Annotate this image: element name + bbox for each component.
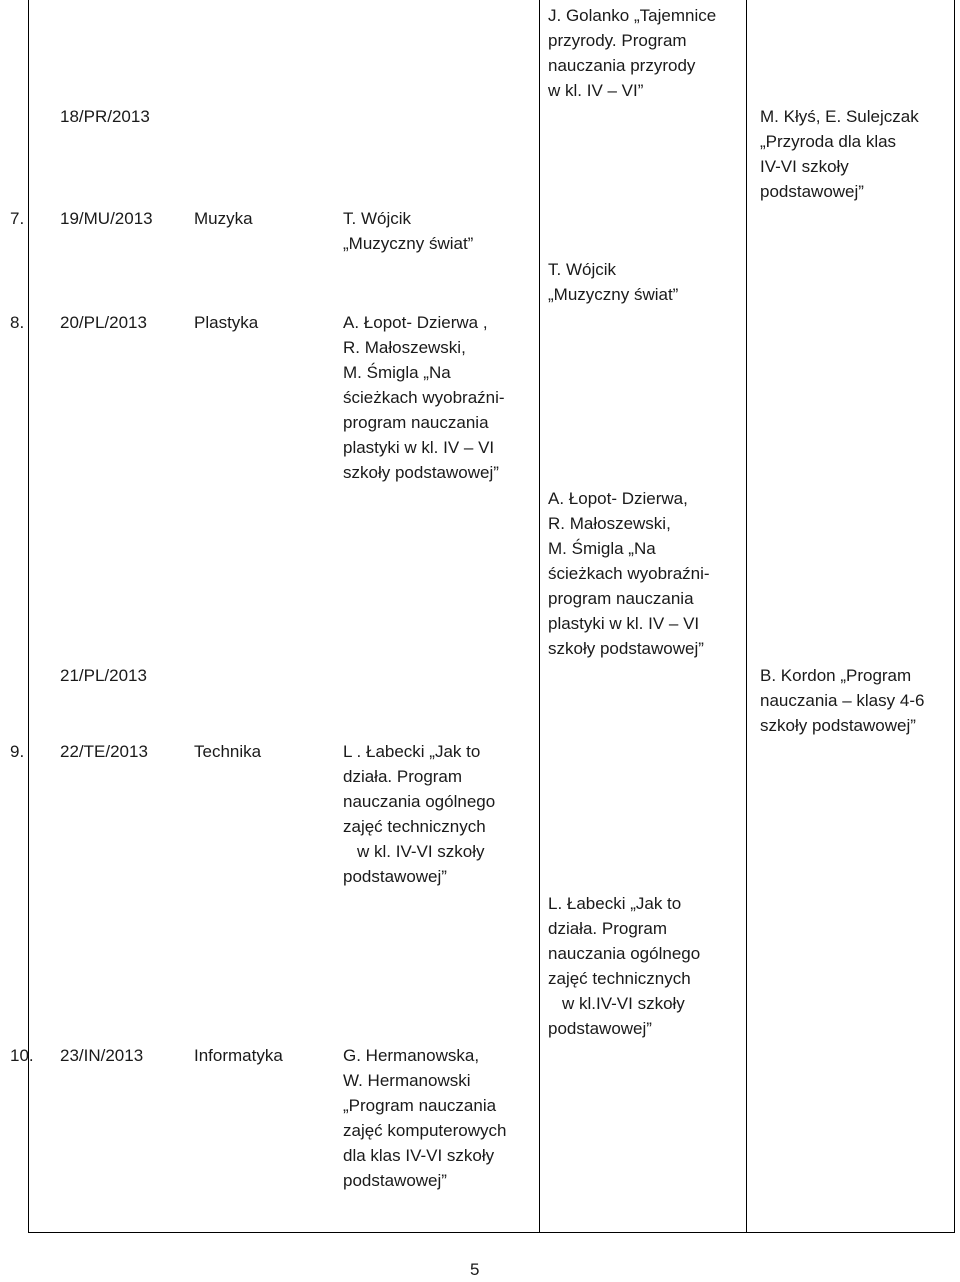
cell-line: podstawowej” xyxy=(548,1019,652,1038)
cell-line: „Muzyczny świat” xyxy=(343,234,474,253)
cell-line: ścieżkach wyobraźni- xyxy=(548,564,710,583)
table-column-divider-3 xyxy=(539,0,540,1233)
cell-line: działa. Program xyxy=(548,919,668,938)
cell-line: podstawowej” xyxy=(760,182,864,201)
cell-line: działa. Program xyxy=(343,767,463,786)
row-pr-col4-cell xyxy=(548,3,716,103)
row-9-code: 22/TE/2013 xyxy=(60,742,148,761)
cell-line: w kl. IV-VI szkoły xyxy=(357,842,485,861)
cell-line: plastyki w kl. IV – VI xyxy=(548,614,700,633)
cell-line: plastyki w kl. IV – VI xyxy=(343,438,495,457)
row-7-col3-cell xyxy=(343,206,473,256)
row-8-code: 20/PL/2013 xyxy=(60,313,147,332)
row-9-number: 9. xyxy=(10,742,25,761)
cell-line: „Przyroda dla klas xyxy=(760,132,897,151)
cell-line: podstawowej” xyxy=(343,1171,447,1190)
table-border-bottom xyxy=(28,1232,955,1233)
cell-line: A. Łopot- Dzierwa , xyxy=(343,313,488,332)
cell-line: T. Wójcik xyxy=(343,209,411,228)
cell-line: L . Łabecki „Jak to xyxy=(343,742,481,761)
cell-line: B. Kordon „Program xyxy=(760,666,912,685)
row-8-number: 8. xyxy=(10,313,25,332)
cell-line: szkoły podstawowej” xyxy=(760,716,916,735)
cell-line: w kl. IV – VI” xyxy=(548,81,644,100)
cell-line: dla klas IV-VI szkoły xyxy=(343,1146,495,1165)
row-9-col4-cell xyxy=(548,891,700,1041)
cell-line: przyrody. Program xyxy=(548,31,687,50)
cell-line: L. Łabecki „Jak to xyxy=(548,894,682,913)
cell-line: A. Łopot- Dzierwa, xyxy=(548,489,688,508)
row-10-code: 23/IN/2013 xyxy=(60,1046,144,1065)
row-7-number: 7. xyxy=(10,209,25,228)
row-pl2-col5-cell xyxy=(760,663,924,738)
cell-line: R. Małoszewski, xyxy=(548,514,671,533)
row-9-col3-cell xyxy=(343,739,495,889)
cell-line: zajęć technicznych xyxy=(343,817,486,836)
cell-line: „Muzyczny świat” xyxy=(548,285,679,304)
row-9-subject: Technika xyxy=(194,742,262,761)
cell-line: R. Małoszewski, xyxy=(343,338,466,357)
row-10-number: 10. xyxy=(10,1046,34,1065)
cell-line: zajęć technicznych xyxy=(548,969,691,988)
row-10-col3-cell xyxy=(343,1043,506,1193)
cell-line: podstawowej” xyxy=(343,867,447,886)
cell-line: program nauczania xyxy=(548,589,694,608)
cell-line: szkoły podstawowej” xyxy=(548,639,704,658)
cell-line: szkoły podstawowej” xyxy=(343,463,499,482)
cell-line: zajęć komputerowych xyxy=(343,1121,507,1140)
row-pr-code: 18/PR/2013 xyxy=(60,107,150,126)
cell-line: „Program nauczania xyxy=(343,1096,497,1115)
row-8-col4-cell xyxy=(548,486,710,661)
cell-line: W. Hermanowski xyxy=(343,1071,471,1090)
row-pl2-code: 21/PL/2013 xyxy=(60,666,147,685)
cell-line: nauczania – klasy 4-6 xyxy=(760,691,925,710)
cell-line: T. Wójcik xyxy=(548,260,616,279)
row-7-col4-cell xyxy=(548,257,678,307)
cell-line: G. Hermanowska, xyxy=(343,1046,480,1065)
row-pr-col5-cell xyxy=(760,104,919,204)
cell-line: ścieżkach wyobraźni- xyxy=(343,388,505,407)
row-7-code: 19/MU/2013 xyxy=(60,209,153,228)
cell-line: w kl.IV-VI szkoły xyxy=(562,994,685,1013)
page-number: 5 xyxy=(470,1260,480,1279)
row-8-subject: Plastyka xyxy=(194,313,259,332)
cell-line: M. Śmigla „Na xyxy=(343,363,451,382)
table-border-right xyxy=(954,0,955,1233)
cell-line: nauczania ogólnego xyxy=(548,944,701,963)
cell-line: J. Golanko „Tajemnice xyxy=(548,6,717,25)
table-column-divider-4 xyxy=(746,0,747,1233)
cell-line: nauczania ogólnego xyxy=(343,792,496,811)
row-10-subject: Informatyka xyxy=(194,1046,283,1065)
cell-line: nauczania przyrody xyxy=(548,56,696,75)
cell-line: M. Kłyś, E. Sulejczak xyxy=(760,107,919,126)
row-8-col3-cell xyxy=(343,310,505,485)
row-7-subject: Muzyka xyxy=(194,209,253,228)
cell-line: M. Śmigla „Na xyxy=(548,539,656,558)
cell-line: program nauczania xyxy=(343,413,489,432)
cell-line: IV-VI szkoły xyxy=(760,157,849,176)
